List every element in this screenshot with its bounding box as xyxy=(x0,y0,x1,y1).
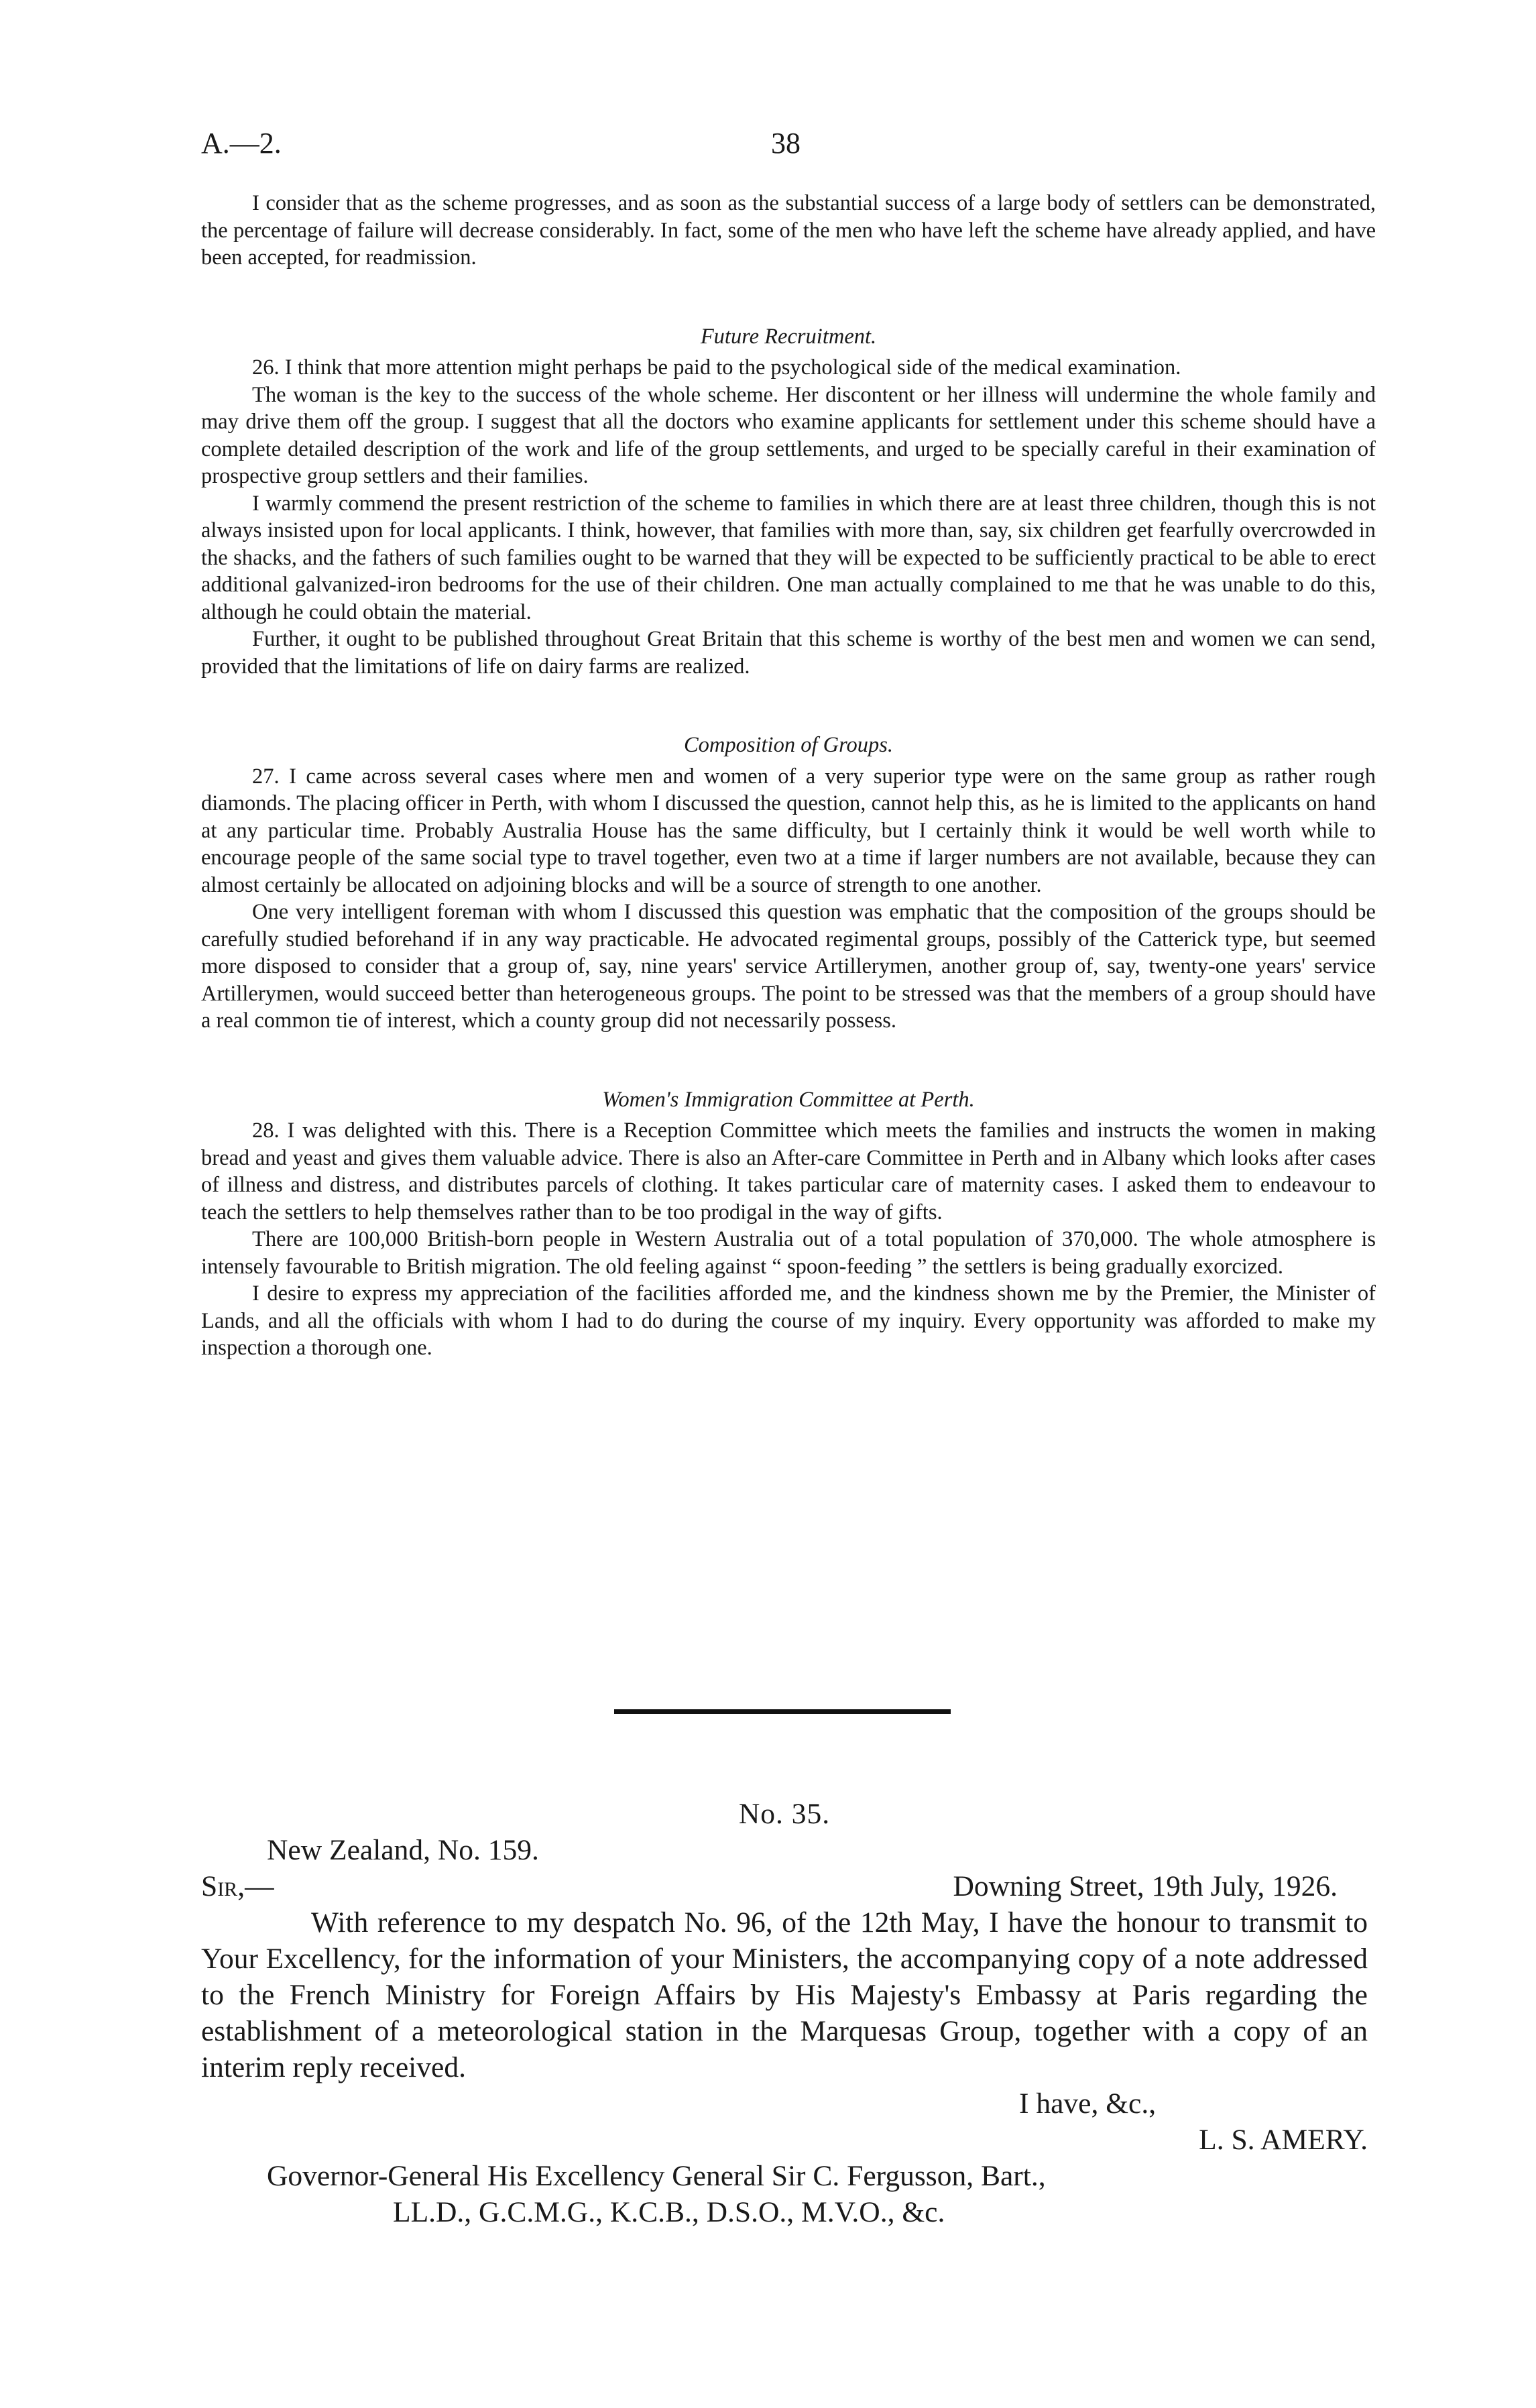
paragraph-28: 28. I was delighted with this. There is a Reception Committee which meets the families and instructs the women in making bread and yeast and gives them valuable advice. There is also an After-care Committee in Perth and in Albany which looks after cases of illness and distress, and distributes parcels of clothing. It takes particular care of maternity cases. I asked them to endeavour to teach the settlers to help themselves rather than to be too prodigal in the way of gifts. xyxy=(201,1119,1376,1224)
document-reference: A.—2. xyxy=(201,127,282,160)
paragraph-appreciation: I desire to express my appreciation of the facilities afforded me, and the kindness shown me by the Premier, the Minister of Lands, and all the officials with whom I had to do during the course of my inquiry. Every opportunity was afforded to make my inspection a thorough one. xyxy=(201,1281,1376,1360)
paragraph-population: There are 100,000 British-born people in Western Australia out of a total population of 370,000. The whole atmosphere is intensely favourable to British migration. The old feeling against “ spoon-feeding ” the settlers is being gradually exorcized. xyxy=(201,1227,1376,1279)
section-heading-future-recruitment: Future Recruitment. xyxy=(700,324,877,349)
page-number: 38 xyxy=(771,127,801,160)
salutation: Sir,— xyxy=(201,1870,274,1902)
paragraph-26: 26. I think that more attention might perhaps be paid to the psychological side of the medical examination. xyxy=(252,355,1181,380)
addressee-line-1: Governor-General His Excellency General Sir C. Fergusson, Bart., xyxy=(267,2160,1046,2192)
paragraph-foreman: One very intelligent foreman with whom I discussed this question was emphatic that the composition of the groups should be carefully studied beforehand if in any way practicable. He advocated regimental groups, possibly of the Catterick type, but seemed more disposed to consider that a group of, say, nine years' service Artillerymen, another group of, say, twenty-one years' service Artillerymen, would succeed better than heterogeneous groups. The point to be stressed was that the members of a group should have a real common tie of interest, which a county group did not necessarily possess. xyxy=(201,900,1376,1033)
section-heading-composition-of-groups: Composition of Groups. xyxy=(683,733,894,757)
despatch-body: With reference to my despatch No. 96, of the 12th May, I have the honour to transmit to Your Excellency, for the information of your Ministers, the accompanying copy of a note addressed to the French Ministry for Foreign Affairs by His Majesty's Embassy at Paris regarding the establishment of a meteorological station in the Marquesas Group, together with a copy of an interim reply received. xyxy=(201,1906,1368,2083)
paragraph-27: 27. I came across several cases where men and women of a very superior type were on the same group as rather rough diamonds. The placing officer in Perth, with whom I discussed the question, cannot help this, as he is limited to the applicants on hand at any particular time. Probably Australia House has the same difficulty, but I certainly think it would be well worth while to encourage people of the same social type to travel together, even two at a time if larger numbers are not available, because they can almost certainly be allocated on adjoining blocks and will be a source of strength to one another. xyxy=(201,764,1376,897)
signature: L. S. AMERY. xyxy=(1199,2124,1368,2156)
section-heading-womens-immigration: Women's Immigration Committee at Perth. xyxy=(602,1087,975,1112)
despatch-reference: New Zealand, No. 159. xyxy=(267,1834,539,1866)
report-body xyxy=(201,190,1376,1362)
paragraph-key-woman: The woman is the key to the success of the whole scheme. Her discontent or her illness will undermine the whole family and may drive them off the group. I suggest that all the doctors who examine applicants for settlement under this scheme should have a complete detailed description of the work and life of the group settlements, and urged to be specially careful in their examination of prospective group settlers and their families. xyxy=(201,382,1376,488)
despatch-block xyxy=(201,1796,1368,2230)
paragraph-publish: Further, it ought to be published throughout Great Britain that this scheme is worthy of the best men and women we can send, provided that the limitations of life on dairy farms are realized. xyxy=(201,627,1376,679)
section-divider xyxy=(614,1709,951,1714)
closing: I have, &c., xyxy=(1019,2087,1157,2120)
paragraph-restriction: I warmly commend the present restriction of the scheme to families in which there are at least three children, though this is not always insisted upon for local applicants. I think, however, that families with more than, say, six children get fearfully overcrowded in the shacks, and the fathers of such families ought to be warned that they will be expected to be sufficiently practical to be able to erect additional galvanized-iron bedrooms for the use of their children. One man actually complained to me that he was unable to do this, although he could obtain the material. xyxy=(201,491,1376,624)
addressee-line-2: LL.D., G.C.M.G., K.C.B., D.S.O., M.V.O., &c. xyxy=(393,2196,945,2228)
despatch-number: No. 35. xyxy=(738,1798,831,1830)
opening-paragraph: I consider that as the scheme progresses, and as soon as the substantial success of a large body of settlers can be demonstrated, the percentage of failure will decrease considerably. In fact, some of the men who have left the scheme have already applied, and have been accepted, for readmission. xyxy=(201,191,1376,270)
dateline: Downing Street, 19th July, 1926. xyxy=(953,1870,1338,1902)
